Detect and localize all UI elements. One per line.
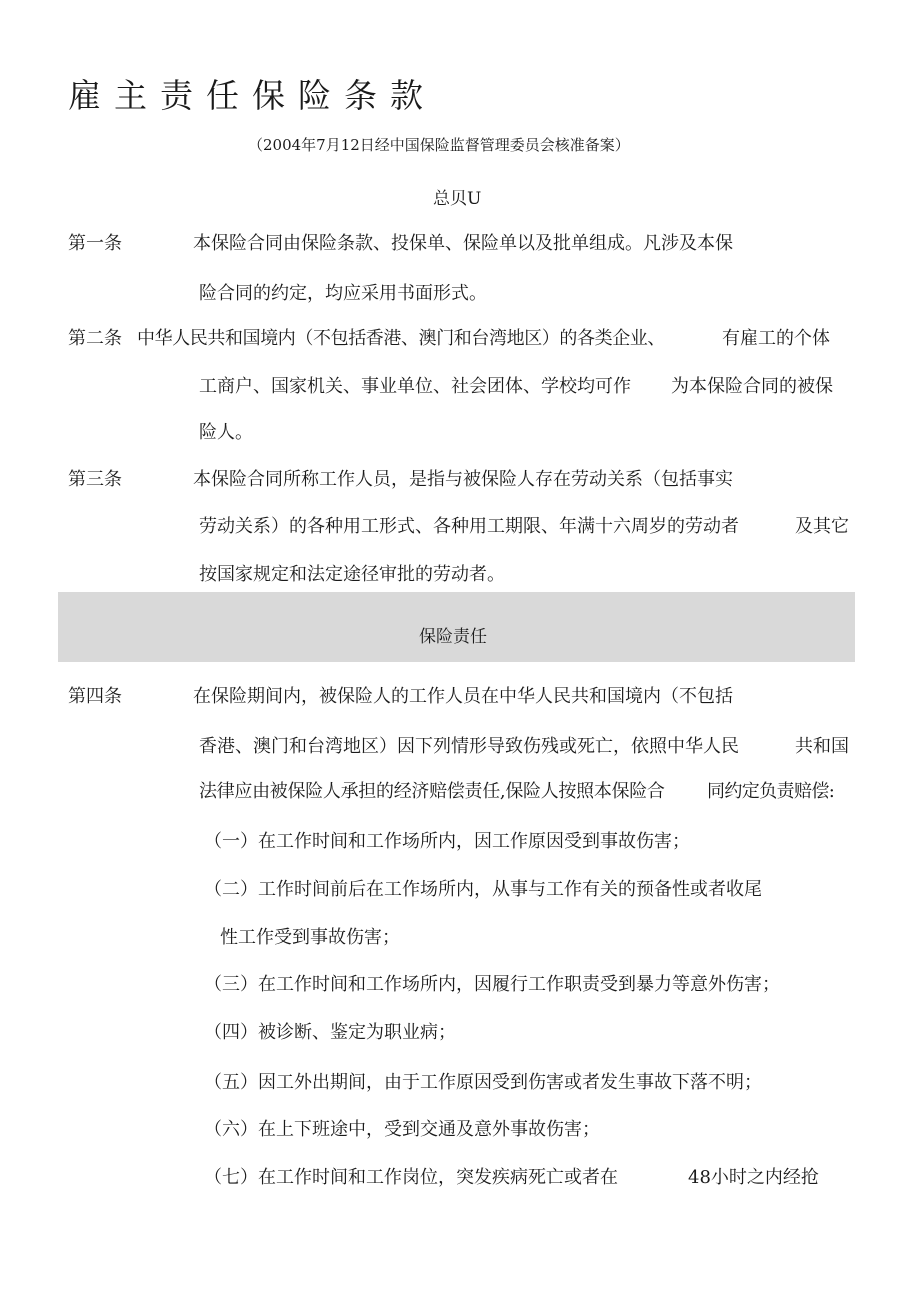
article-2-line-1-cont: 有雇工的个体 [722, 328, 830, 349]
article-4-line-3-cont: 同约定负责赔偿: [707, 781, 835, 802]
article-1-line-1: 本保险合同由保险条款、投保单、保险单以及批单组成。凡涉及本保 [193, 233, 733, 254]
article-4-line-2-cont: 共和国 [795, 736, 849, 757]
article-4-line-2: 香港、澳门和台湾地区）因下列情形导致伤残或死亡，依照中华人民 [199, 736, 739, 757]
article-4-item-2-cont: 性工作受到事故伤害； [220, 927, 400, 948]
article-2-line-1: 中华人民共和国境内（不包括香港、澳门和台湾地区）的各类企业、 [137, 328, 665, 349]
article-2-line-2-cont: 为本保险合同的被保 [671, 376, 833, 397]
article-4-item-3: （三）在工作时间和工作场所内，因履行工作职责受到暴力等意外伤害； [204, 974, 780, 995]
article-2-label: 第二条 [68, 328, 122, 349]
article-4-item-7: （七）在工作时间和工作岗位，突发疾病死亡或者在 [204, 1167, 618, 1188]
article-3-line-1: 本保险合同所称工作人员，是指与被保险人存在劳动关系（包括事实 [193, 469, 733, 490]
article-4-item-6: （六）在上下班途中，受到交通及意外事故伤害； [204, 1119, 600, 1140]
article-2-line-2: 工商户、国家机关、事业单位、社会团体、学校均可作 [199, 376, 631, 397]
section-heading-general: 总贝U [433, 189, 482, 209]
article-3-line-2-cont: 及其它 [795, 516, 849, 537]
article-4-line-3: 法律应由被保险人承担的经济赔偿责任,保险人按照本保险合 [199, 781, 665, 802]
article-3-line-2: 劳动关系）的各种用工形式、各种用工期限、年满十六周岁的劳动者 [199, 516, 739, 537]
article-4-label: 第四条 [68, 686, 122, 707]
article-4-item-1: （一）在工作时间和工作场所内，因工作原因受到事故伤害； [204, 831, 690, 852]
article-3-label: 第三条 [68, 469, 122, 490]
article-1-line-2: 险合同的约定，均应采用书面形式。 [199, 283, 487, 304]
article-1-label: 第一条 [68, 233, 122, 254]
article-2-line-3: 险人。 [199, 422, 253, 443]
article-4-item-2: （二）工作时间前后在工作场所内，从事与工作有关的预备性或者收尾 [204, 879, 762, 900]
article-4-item-4: （四）被诊断、鉴定为职业病； [204, 1022, 456, 1043]
article-4-item-7-cont: 48小时之内经抢 [688, 1167, 819, 1188]
article-4-item-5: （五）因工外出期间，由于工作原因受到伤害或者发生事故下落不明； [204, 1072, 762, 1093]
document-subtitle: （2004年7月12日经中国保险监督管理委员会核准备案） [248, 136, 630, 154]
document-title: 雇主责任保险条款 [68, 76, 436, 115]
article-4-line-1: 在保险期间内，被保险人的工作人员在中华人民共和国境内（不包括 [193, 686, 733, 707]
section-heading-liability: 保险责任 [419, 627, 487, 647]
article-3-line-3: 按国家规定和法定途径审批的劳动者。 [199, 564, 505, 585]
